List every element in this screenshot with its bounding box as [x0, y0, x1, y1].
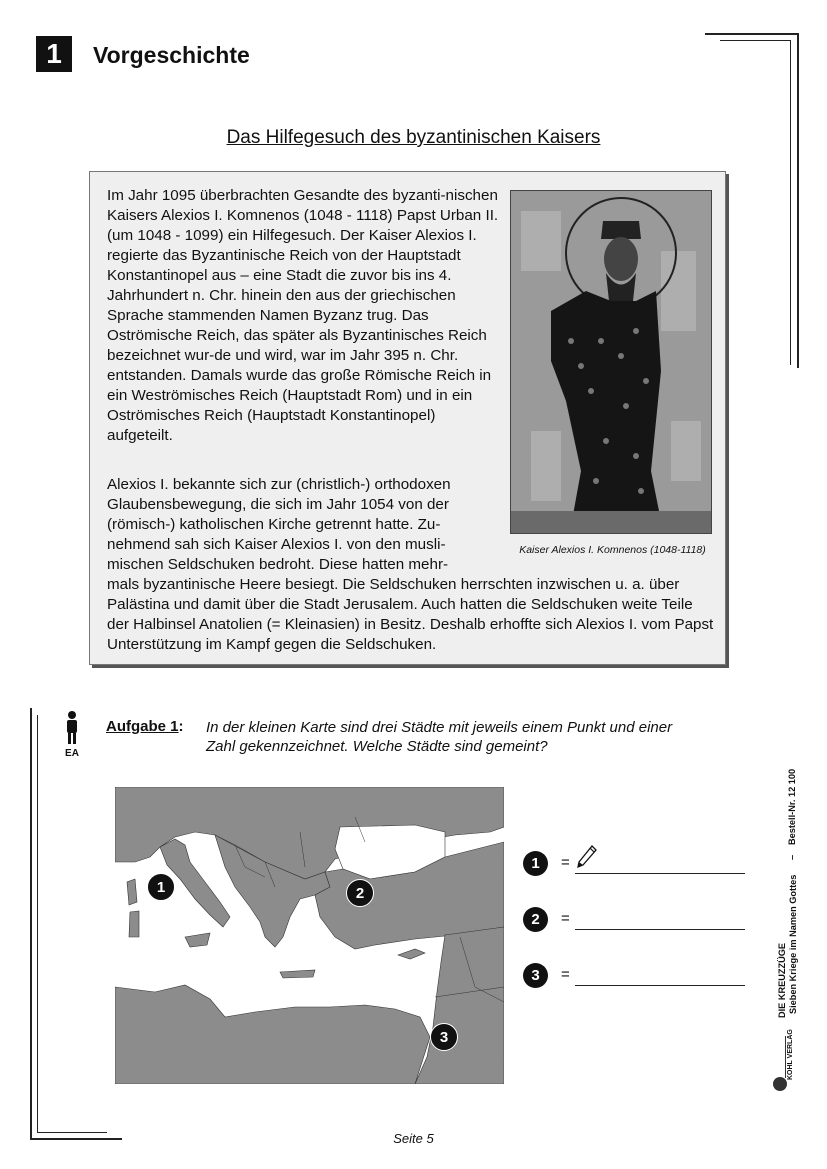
chapter-title: Vorgeschichte	[93, 42, 250, 68]
paragraph-2-part-2: mals byzantinische Heere besiegt. Die Seldschuken herrschten inzwischen u. a. über Palästina und damit über die Stadt Jerusalem. Auch hatten die Seldschuken weite Teile der Halbinsel Anatolien (= Kleinasien) in Besitz. Deshalb erhoffte sich Alexios I. vom Papst Unterstützung im Kampf gegen die Seldschuken.	[107, 576, 714, 653]
map-marker-2: 2	[346, 879, 374, 907]
emperor-portrait-image	[510, 190, 712, 534]
frame-left-line-inner	[37, 715, 38, 1133]
task-label	[106, 718, 184, 735]
equals-sign: =	[561, 910, 570, 927]
map-marker-1: 1	[147, 873, 175, 901]
answer-number-2: 2	[523, 907, 548, 932]
answer-row-3	[523, 961, 748, 991]
answer-field-3[interactable]	[575, 985, 745, 986]
task-label-text: Aufgabe 1	[106, 718, 179, 735]
answer-number-3: 3	[523, 963, 548, 988]
frame-left-line	[30, 708, 32, 1140]
frame-top-line	[705, 33, 798, 35]
book-title: DIE KREUZZÜGE	[777, 942, 787, 1018]
frame-right-line	[797, 33, 799, 368]
answer-number-1: 1	[523, 851, 548, 876]
answer-row-2	[523, 905, 748, 935]
publisher-name: KOHL VERLAG	[787, 1029, 794, 1080]
book-subtitle: Sieben Kriege im Namen Gottes	[788, 874, 798, 1014]
equals-sign: =	[561, 966, 570, 983]
student-icon	[62, 710, 82, 746]
equals-sign: =	[561, 854, 570, 871]
answer-field-2[interactable]	[575, 929, 745, 930]
paragraph-2-part-1: Alexios I. bekannte sich zur (christlich-) orthodoxen Glaubensbewegung, die sich im Jahr 1054 von der (römisch-) katholischen Kirche getrennt hatte. Zu-nehmend sah sich Kaiser Alexios I. von den musli-mischen Seldschuken bedroht. Diese hatten mehr-	[107, 476, 451, 573]
map-marker-3: 3	[430, 1023, 458, 1051]
task-label-colon: :	[178, 718, 184, 735]
sidebar-dash: –	[787, 854, 797, 860]
frame-top-line-inner	[720, 40, 790, 41]
answer-row-1	[523, 849, 748, 879]
portrait-caption: Kaiser Alexios I. Komnenos (1048-1118)	[519, 544, 706, 556]
order-number: Bestell-Nr. 12 100	[787, 768, 797, 845]
task-text: In der kleinen Karte sind drei Städte mit jeweils einem Punkt und einer Zahl gekennzeichnet. Welche Städte sind gemeint?	[206, 719, 673, 755]
frame-right-line-inner	[790, 40, 791, 365]
paragraph-1: Im Jahr 1095 überbrachten Gesandte des byzanti-nischen Kaisers Alexios I. Komnenos (1048 - 1118) Papst Urban II. (um 1048 - 1099) ein Hilfegesuch. Der Kaiser Alexios I. regierte das Byzantinische Reich von der Hauptstadt Konstantinopel aus – eine Stadt die zuvor bis ins 4. Jahrhundert n. Chr. hinein den aus der griechischen Sprache stammenden Namen Byzanz trug. Das Oströmische Reich, das später als Byzantinisches Reich bezeichnet wur-de und wird, war im Jahr 395 n. Chr. entstanden. Damals wurde das große Römische Reich in ein Weströmisches Reich (Hauptstadt Rom) und in ein Oströmisches Reich (Hauptstadt Konstantinopel) aufgeteilt.	[107, 187, 499, 444]
portrait-drawing	[511, 191, 711, 533]
section-heading: Das Hilfegesuch des byzantinischen Kaisers	[226, 127, 601, 148]
pencil-icon	[575, 845, 597, 871]
answer-field-1[interactable]	[575, 873, 745, 874]
chapter-number: 1	[36, 36, 72, 72]
page-number: Seite 5	[393, 1131, 434, 1146]
work-mode-label: EA	[65, 748, 79, 759]
